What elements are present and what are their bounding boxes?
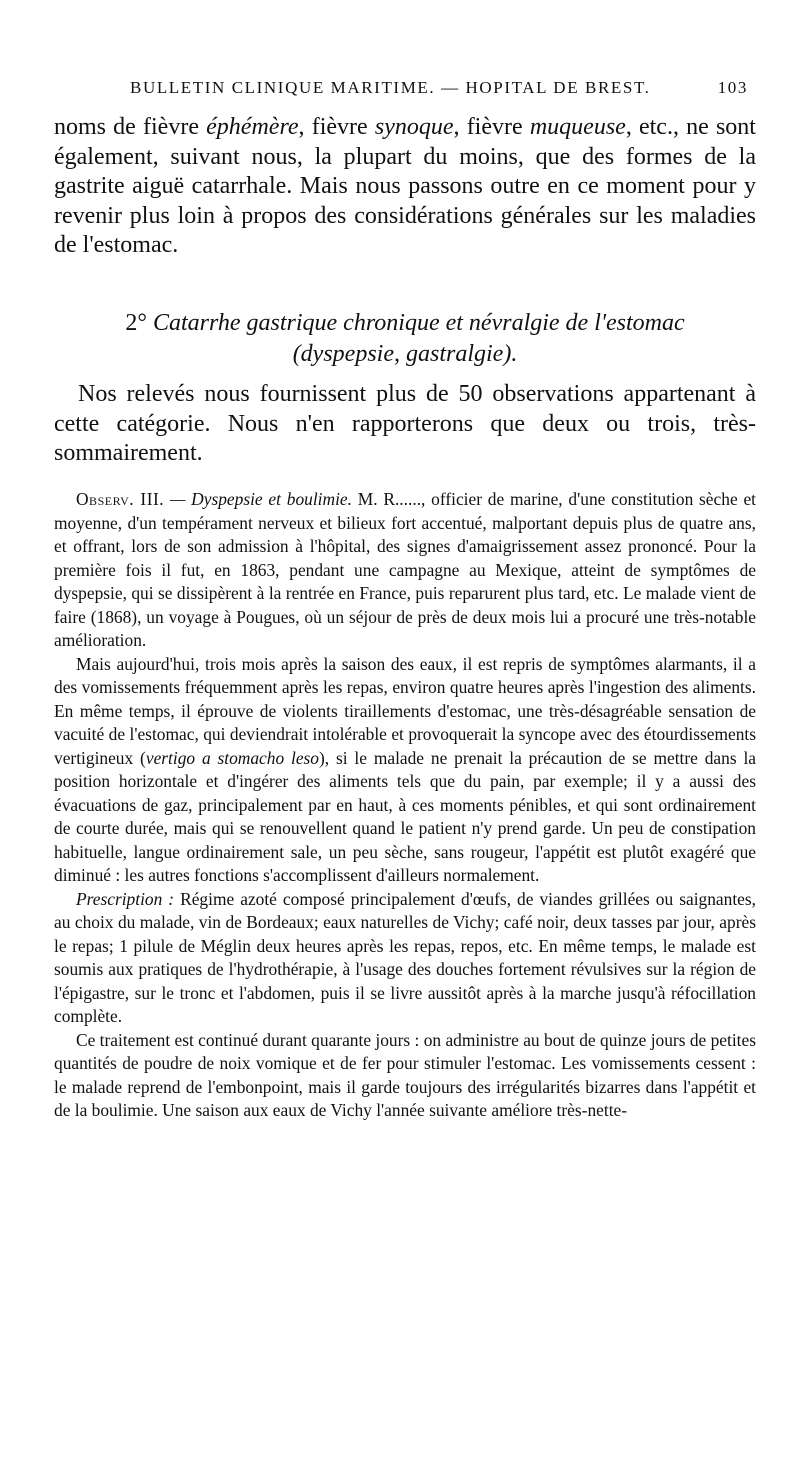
- section-title-line1: Catarrhe gastrique chronique et névralgie de l'estomac: [146, 310, 685, 336]
- intro-text: , fièvre: [453, 114, 530, 140]
- observation-text: ), si le malade ne prenait la précaution de se mettre dans la position horizontale et d'ingérer des aliments tels que du pain, par exemple; il y a aussi des évacuations de gaz, principalement par en haut, à ces moments pénibles, et qui sont ordinairement de courte durée, mais qui se renouvellent quand le patient n'y prend garde. Un peu de constipation habituelle, langue ordinairement sale, un peu sèche, sans rougeur, l'appétit est plutôt exagéré que diminué : les autres fonctions s'accomplissent d'ailleurs normalement.: [54, 747, 756, 885]
- running-head-title: BULLETIN CLINIQUE MARITIME. — HOPITAL DE BREST.: [130, 78, 651, 97]
- observation-title: — Dyspepsie et boulimie.: [169, 489, 352, 509]
- observation-block: [54, 488, 756, 1123]
- observation-label: Observ. III.: [76, 489, 165, 509]
- intro-text: , fièvre: [298, 114, 375, 140]
- observation-paragraph-4: Ce traitement est continué durant quarante jours : on administre au bout de quinze jours de petites quantités de poudre de noix vomique et de fer pour stimuler l'estomac. Les vomissements cessent : le malade reprend de l'embonpoint, mais il garde toujours des irrégularités bizarres dans l'appétit et de la boulimie. Une saison aux eaux de Vichy l'année suivante améliore très-nette-: [54, 1029, 756, 1120]
- section-intro-paragraph: [54, 380, 756, 469]
- observation-text: M. R......, officier de marine, d'une constitution sèche et moyenne, d'un tempérament nerveux et bilieux fort accentué, malportant depuis plus de quatre ans, et offrant, lors de son admission à l'hôpital, des signes d'amaigrissement assez prononcé. Pour la première fois il fut, en 1863, pendant une campagne au Mexique, atteint de symptômes de dyspepsie, qui se dissipèrent à la rentrée en France, puis reparurent plus tard, etc. Le malade vient de faire (1868), un voyage à Pougues, où un séjour de près de deux mois lui a procuré une très-notable amélioration.: [54, 489, 756, 650]
- intro-text: noms de fièvre: [54, 114, 207, 140]
- section-number: 2°: [125, 310, 147, 336]
- observation-emphasis: vertigo a stomacho leso: [145, 747, 319, 768]
- observation-text: Régime azoté composé principalement d'œufs, de viandes grillées ou saignantes, au choix du malade, vin de Bordeaux; eaux naturelles de Vichy; café noir, deux tasses par jour, après le repas; 1 pilule de Méglin deux heures après les repas, repos, etc. En même temps, le malade est soumis aux pratiques de l'hydrothérapie, à l'usage des douches fortement révulsives sur la région de l'épigastre, sur le tronc et l'abdomen, puis il se livre aussitôt après à la marche jusqu'à réfocillation complète.: [54, 888, 756, 1026]
- intro-emphasis: synoque: [374, 114, 454, 140]
- running-head: [54, 78, 756, 102]
- section-heading: [54, 308, 756, 370]
- observation-paragraph-2: [54, 653, 756, 888]
- observation-paragraph-1: [54, 488, 756, 653]
- section-title-line2: (dyspepsie, gastralgie).: [292, 341, 518, 367]
- intro-emphasis: éphémère: [206, 114, 299, 140]
- intro-text: , etc., ne sont également, suivant nous, la plupart du moins, que des formes de la gastrite aiguë catarrhale. Mais nous passons outre en ce moment pour y revenir plus loin à propos des considérations générales sur les maladies de l'estomac.: [54, 114, 756, 258]
- section-intro-text: Nos relevés nous fournissent plus de 50 observations appartenant à cette catégorie. Nous n'en rapporterons que deux ou trois, très-sommairement.: [54, 381, 756, 466]
- prescription-label: Prescription :: [76, 888, 175, 909]
- intro-emphasis: muqueuse: [529, 114, 626, 140]
- page-number: 103: [717, 78, 748, 97]
- intro-paragraph: [54, 113, 756, 261]
- observation-text: Mais aujourd'hui, trois mois après la saison des eaux, il est repris de symptômes alarmants, il a des vomissements fréquemment après les repas, environ quatre heures après l'ingestion des aliments. En même temps, il éprouve de violents tiraillements d'estomac, une très-désagréable sensation de vacuité de l'estomac, qui deviendrait intolérable et provoquerait la syncope avec des étourdissements vertigineux (: [54, 653, 756, 768]
- observation-paragraph-3: [54, 888, 756, 1029]
